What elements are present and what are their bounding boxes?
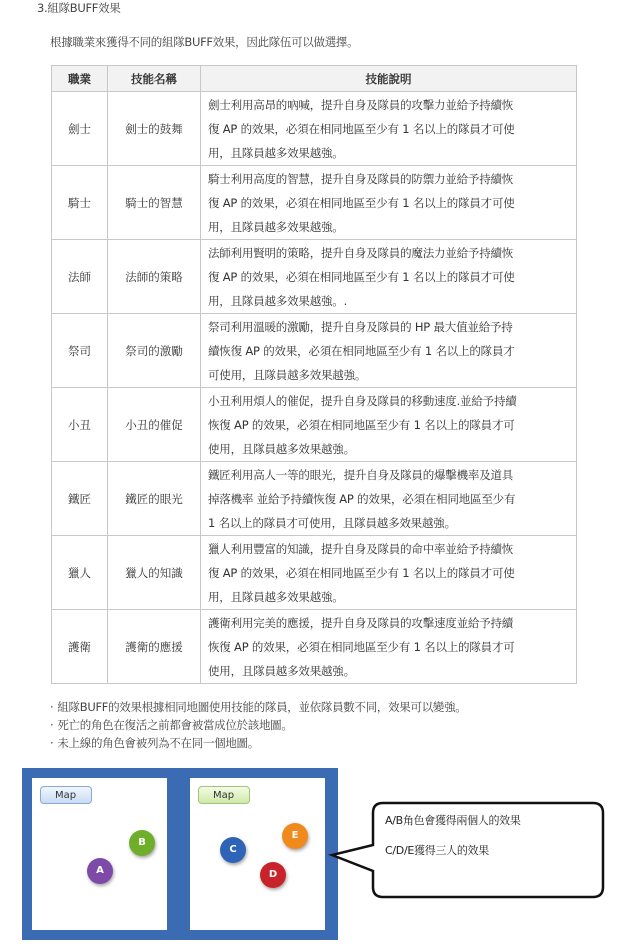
table-row xyxy=(52,166,577,240)
header-desc: 技能說明 xyxy=(201,66,577,92)
desc-cell xyxy=(201,536,577,610)
desc-line: 用，且隊員越多效果越強。 xyxy=(208,146,344,160)
list-item: · 死亡的角色在復活之前都會被當成位於該地圖。 xyxy=(50,716,467,734)
player-b-marker: B xyxy=(129,830,155,856)
player-a-marker: A xyxy=(87,858,113,884)
job-cell: 鐵匠 xyxy=(52,462,108,536)
table-header-row xyxy=(52,66,577,92)
section-title: 3.組隊BUFF效果 xyxy=(37,1,121,15)
table-row xyxy=(52,92,577,166)
desc-line: 劍士利用高昂的吶喊，提升自身及隊員的攻擊力並給予持續恢 xyxy=(208,98,514,112)
desc-line: 復 AP 的效果，必須在相同地區至少有 1 名以上的隊員才可使 xyxy=(208,196,515,210)
table-row xyxy=(52,240,577,314)
desc-line: 法師利用賢明的策略，提升自身及隊員的魔法力並給予持續恢 xyxy=(208,246,514,260)
desc-line: 復 AP 的效果，必須在相同地區至少有 1 名以上的隊員才可使 xyxy=(208,270,515,284)
desc-cell xyxy=(201,462,577,536)
skill-cell: 小丑的催促 xyxy=(108,388,201,462)
skill-cell: 鐵匠的眼光 xyxy=(108,462,201,536)
job-cell: 獵人 xyxy=(52,536,108,610)
skill-cell: 護衛的應援 xyxy=(108,610,201,684)
desc-line: 續恢復 AP 的效果，必須在相同地區至少有 1 名以上的隊員才 xyxy=(208,344,515,358)
desc-line: 用，且隊員越多效果越強。. xyxy=(208,294,348,308)
buff-table xyxy=(51,65,577,684)
map-label: Map xyxy=(40,786,92,804)
desc-line: 小丑利用煩人的催促，提升自身及隊員的移動速度.並給予持續 xyxy=(208,394,517,408)
callout-line-2: C/D/E獲得三人的效果 xyxy=(385,844,489,857)
desc-line: 用，且隊員越多效果越強。 xyxy=(208,220,344,234)
map-box-1 xyxy=(32,778,167,930)
notes-list xyxy=(50,698,467,752)
desc-cell xyxy=(201,166,577,240)
desc-line: 鐵匠利用高人一等的眼光，提升自身及隊員的爆擊機率及道具 xyxy=(208,468,514,482)
desc-cell xyxy=(201,314,577,388)
map-diagram xyxy=(22,768,338,940)
job-cell: 祭司 xyxy=(52,314,108,388)
desc-line: 獵人利用豐富的知識，提升自身及隊員的命中率並給予持續恢 xyxy=(208,542,514,556)
skill-cell: 獵人的知識 xyxy=(108,536,201,610)
desc-cell xyxy=(201,388,577,462)
desc-line: 祭司利用溫暖的激勵，提升自身及隊員的 HP 最大值並給予持 xyxy=(208,320,513,334)
desc-line: 復 AP 的效果，必須在相同地區至少有 1 名以上的隊員才可使 xyxy=(208,122,515,136)
desc-cell xyxy=(201,240,577,314)
job-cell: 小丑 xyxy=(52,388,108,462)
skill-cell: 法師的策略 xyxy=(108,240,201,314)
header-job: 職業 xyxy=(52,66,108,92)
header-skill: 技能名稱 xyxy=(108,66,201,92)
table-row xyxy=(52,462,577,536)
desc-line: 使用，且隊員越多效果越強。 xyxy=(208,664,355,678)
skill-cell: 騎士的智慧 xyxy=(108,166,201,240)
player-e-marker: E xyxy=(282,823,308,849)
desc-cell xyxy=(201,92,577,166)
callout-line-1: A/B角色會獲得兩個人的效果 xyxy=(385,814,521,827)
table-row xyxy=(52,536,577,610)
table-row xyxy=(52,314,577,388)
list-item: · 組隊BUFF的效果根據相同地圖使用技能的隊員，並依隊員數不同，效果可以變強。 xyxy=(50,698,467,716)
intro-text: 根據職業來獲得不同的組隊BUFF效果，因此隊伍可以做選擇。 xyxy=(50,35,359,49)
list-item: · 未上線的角色會被列為不在同一個地圖。 xyxy=(50,734,467,752)
skill-cell: 劍士的鼓舞 xyxy=(108,92,201,166)
job-cell: 法師 xyxy=(52,240,108,314)
desc-line: 1 名以上的隊員才可使用，且隊員越多效果越強。 xyxy=(208,516,456,530)
desc-line: 騎士利用高度的智慧，提升自身及隊員的防禦力並給予持續恢 xyxy=(208,172,514,186)
job-cell: 騎士 xyxy=(52,166,108,240)
table-row xyxy=(52,388,577,462)
desc-line: 恢復 AP 的效果，必須在相同地區至少有 1 名以上的隊員才可 xyxy=(208,418,515,432)
job-cell: 劍士 xyxy=(52,92,108,166)
desc-line: 掉落機率 並給予持續恢復 AP 的效果，必須在相同地區至少有 xyxy=(208,492,516,506)
desc-line: 用，且隊員越多效果越強。 xyxy=(208,590,344,604)
map-label: Map xyxy=(198,786,250,804)
skill-cell: 祭司的激勵 xyxy=(108,314,201,388)
desc-line: 使用，且隊員越多效果越強。 xyxy=(208,442,355,456)
player-d-marker: D xyxy=(260,862,286,888)
desc-line: 護衛利用完美的應援，提升自身及隊員的攻擊速度並給予持續 xyxy=(208,616,514,630)
desc-cell xyxy=(201,610,577,684)
table-row xyxy=(52,610,577,684)
desc-line: 恢復 AP 的效果，必須在相同地區至少有 1 名以上的隊員才可 xyxy=(208,640,515,654)
map-box-2 xyxy=(190,778,325,930)
desc-line: 復 AP 的效果，必須在相同地區至少有 1 名以上的隊員才可使 xyxy=(208,566,515,580)
player-c-marker: C xyxy=(220,837,246,863)
job-cell: 護衛 xyxy=(52,610,108,684)
desc-line: 可使用，且隊員越多效果越強。 xyxy=(208,368,367,382)
